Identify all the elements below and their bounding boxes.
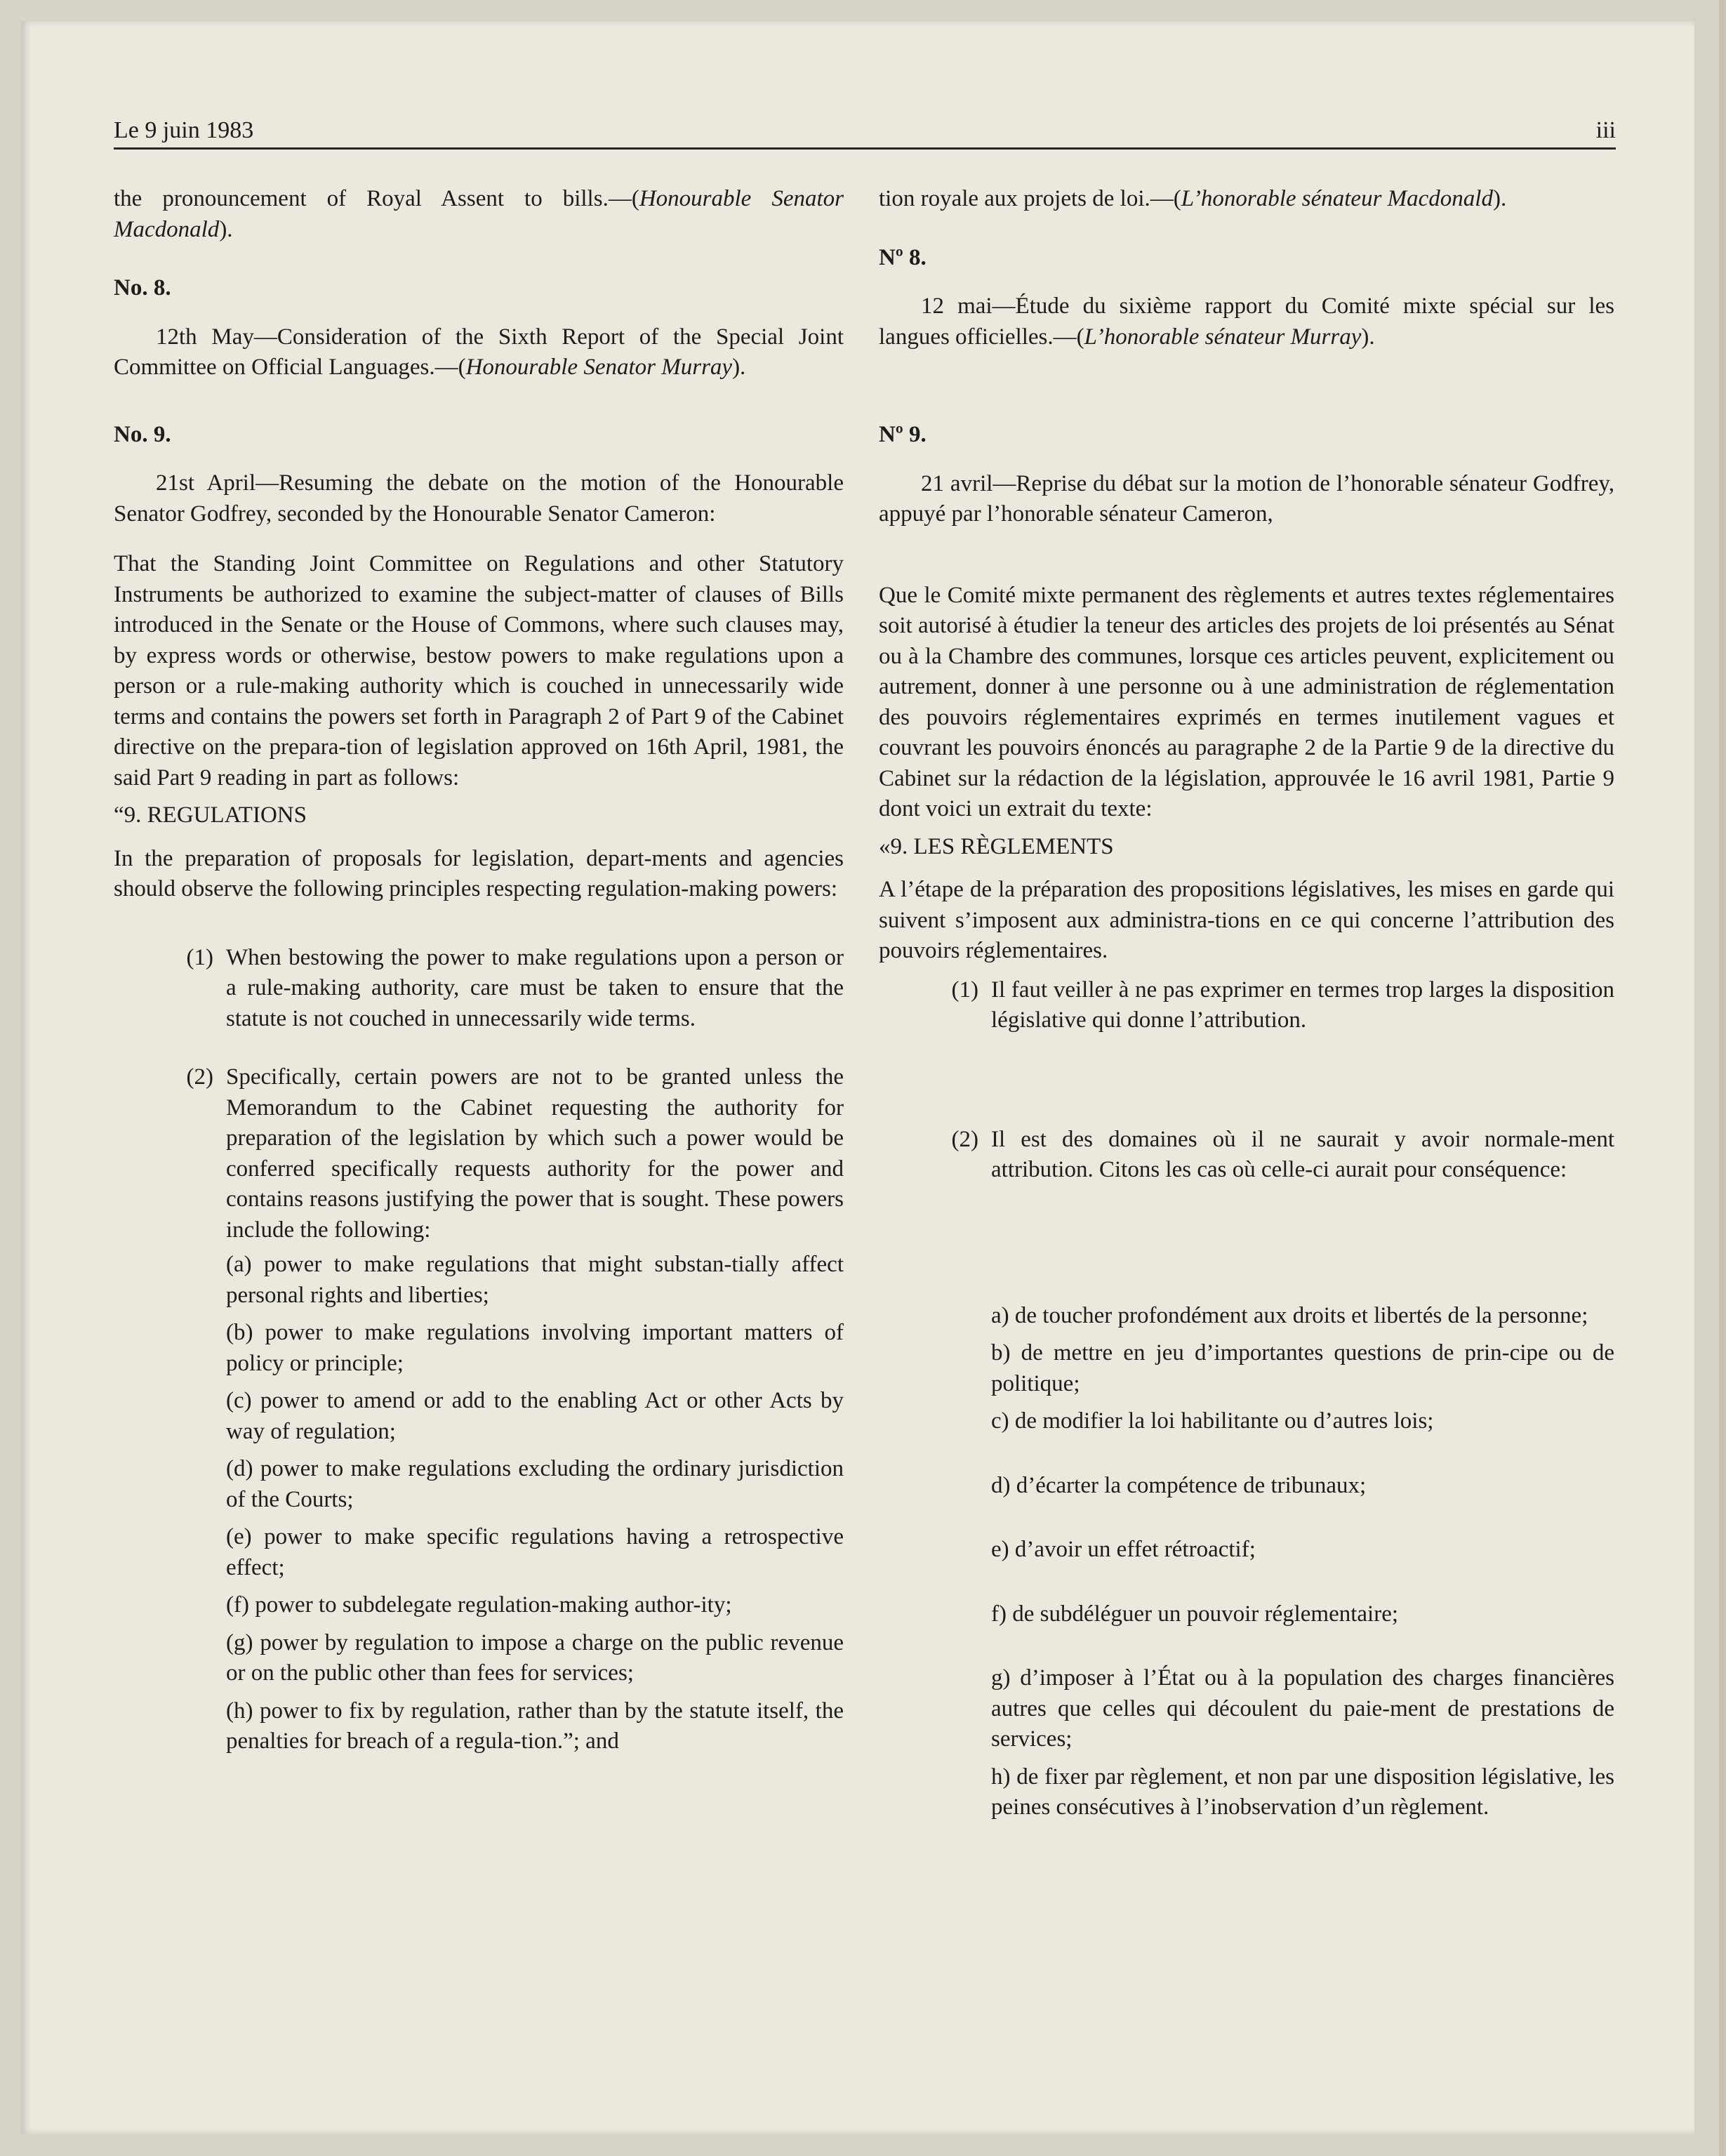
point-1-text: Il faut veiller à ne pas exprimer en termes trop larges la disposition législative qui donne l’attribution. (991, 977, 1614, 1033)
list-item: b) de mettre en jeu d’importantes questions de prin-cipe ou de politique; (991, 1340, 1614, 1396)
english-column (114, 184, 844, 1764)
sponsor: Honourable Senator Macdonald (114, 186, 844, 242)
item-9-heading: Nº 9. (879, 422, 927, 447)
point-2 (879, 1125, 1614, 1186)
sponsor: Honourable Senator Murray (465, 355, 733, 380)
item-9-text: 21st April—Resuming the debate on the motion of the Honourable Senator Godfrey, seconded by the Honourable Senator Cameron: (114, 470, 844, 527)
list-item: c) de modifier la loi habilitante ou d’autres lois; (991, 1408, 1434, 1434)
intro-paragraph: tion royale aux projets de loi.—(L’honorable sénateur Macdonald). (879, 186, 1507, 211)
point-2-number: (2) (951, 1126, 978, 1152)
point-2-text: Il est des domaines où il ne saurait y avoir normale-ment attribution. Citons les cas où celle-ci aurait pour conséquence: (991, 1126, 1614, 1182)
list-item: (f) power to subdelegate regulation-making author-ity; (226, 1592, 732, 1618)
list-item: (a) power to make regulations that might substan-tially affect personal rights and liberties; (226, 1252, 844, 1308)
list-item: f) de subdéléguer un pouvoir réglementaire; (991, 1601, 1399, 1627)
point-2-number: (2) (186, 1064, 213, 1090)
point-1 (879, 975, 1614, 1036)
item-8-heading: No. 8. (114, 275, 171, 300)
section-title: “9. REGULATIONS (114, 802, 307, 828)
item-9-text: 21 avril—Reprise du débat sur la motion de l’honorable sénateur Godfrey, appuyé par l’honorable sénateur Cameron, (879, 470, 1614, 527)
section-title: «9. LES RÈGLEMENTS (879, 833, 1114, 859)
running-header (114, 116, 1616, 145)
item-9-heading: No. 9. (114, 421, 171, 447)
item-8-text: 12th May—Consideration of the Sixth Report of the Special Joint Committee on Official Languages.—(Honourable Senator Murray). (114, 324, 844, 380)
point-1 (114, 943, 844, 1035)
list-item: e) d’avoir un effet rétroactif; (991, 1537, 1256, 1562)
motion-text: That the Standing Joint Committee on Regulations and other Statutory Instruments be authorized to examine the subject-matter of clauses of Bills introduced in the Senate or the House of Commons, where such clauses may, by express words or otherwise, bestow powers to make regulations upon a person or a rule-making authority which is couched in unnecessarily wide terms and contains the powers set forth in Paragraph 2 of Part 9 of the Cabinet directive on the prepara-tion of legislation approved on 16th April, 1981, the said Part 9 reading in part as follows: (114, 551, 844, 791)
page-number: iii (1595, 117, 1616, 143)
french-column (879, 184, 1614, 1830)
point-1-number: (1) (951, 977, 978, 1003)
list-item: (b) power to make regulations involving important matters of policy or principle; (226, 1320, 844, 1376)
list-item: (g) power by regulation to impose a charge on the public revenue or on the public other than fees for services; (226, 1629, 844, 1686)
motion-text: Que le Comité mixte permanent des règlements et autres textes réglementaires soit autorisé à étudier la teneur des articles des projets de loi présentés au Sénat ou à la Chambre des communes, lorsque ces articles peuvent, explicitement ou autrement, donner à une personne ou à une administration de réglementation des pouvoirs réglementaires exprimés en termes inutilement vagues et couvrant les pouvoirs énoncés au paragraphe 2 de la Partie 9 de la directive du Cabinet sur la rédaction de la législation, approuvée le 16 avril 1981, Partie 9 dont voici un extrait du texte: (879, 582, 1614, 821)
section-intro: A l’étape de la préparation des propositions législatives, les mises en garde qui suivent s’imposent aux administra-tions en ce qui concerne l’attribution des pouvoirs réglementaires. (879, 877, 1614, 963)
list-item: (h) power to fix by regulation, rather than by the statute itself, the penalties for breach of a regula-tion.”; and (226, 1698, 844, 1754)
letter-list (991, 1301, 1614, 1823)
intro-paragraph: the pronouncement of Royal Assent to bills.—(Honourable Senator Macdonald). (114, 186, 844, 242)
page-edge (1719, 0, 1726, 2156)
list-item: d) d’écarter la compétence de tribunaux; (991, 1472, 1367, 1498)
list-item: a) de toucher profondément aux droits et libertés de la personne; (991, 1302, 1588, 1328)
item-8-text: 12 mai—Étude du sixième rapport du Comité mixte spécial sur les langues officielles.—(L’honorable sénateur Murray). (879, 293, 1614, 350)
list-item: g) d’imposer à l’État ou à la population des charges financières autres que celles qui découlent du paie-ment de prestations de services; (991, 1665, 1614, 1752)
list-item: (c) power to amend or add to the enabling Act or other Acts by way of regulation; (226, 1388, 844, 1444)
header-date: Le 9 juin 1983 (114, 117, 254, 143)
point-2 (114, 1062, 844, 1245)
list-item: (d) power to make regulations excluding the ordinary jurisdiction of the Courts; (226, 1456, 844, 1512)
point-2-text: Specifically, certain powers are not to be granted unless the Memorandum to the Cabinet requesting the authority for preparation of the legislation by which such a power would be conferred specifically requests authority for the power and contains reasons justifying the power that is sought. These powers include the following: (226, 1064, 844, 1243)
item-8-heading: Nº 8. (879, 244, 927, 270)
section-intro: In the preparation of proposals for legislation, depart-ments and agencies should observe the following principles respecting regulation-making powers: (114, 845, 844, 901)
header-rule (114, 147, 1616, 150)
sponsor: L’honorable sénateur Murray (1084, 324, 1362, 350)
list-item: (e) power to make specific regulations having a retrospective effect; (226, 1524, 844, 1580)
point-1-text: When bestowing the power to make regulations upon a person or a rule-making authority, care must be taken to ensure that the statute is not couched in unnecessarily wide terms. (226, 944, 844, 1031)
letter-list (226, 1250, 844, 1757)
list-item: h) de fixer par règlement, et non par une disposition législative, les peines consécutives à l’inobservation d’un règlement. (991, 1764, 1614, 1820)
sponsor: L’honorable sénateur Macdonald (1181, 186, 1493, 211)
point-1-number: (1) (186, 944, 213, 970)
